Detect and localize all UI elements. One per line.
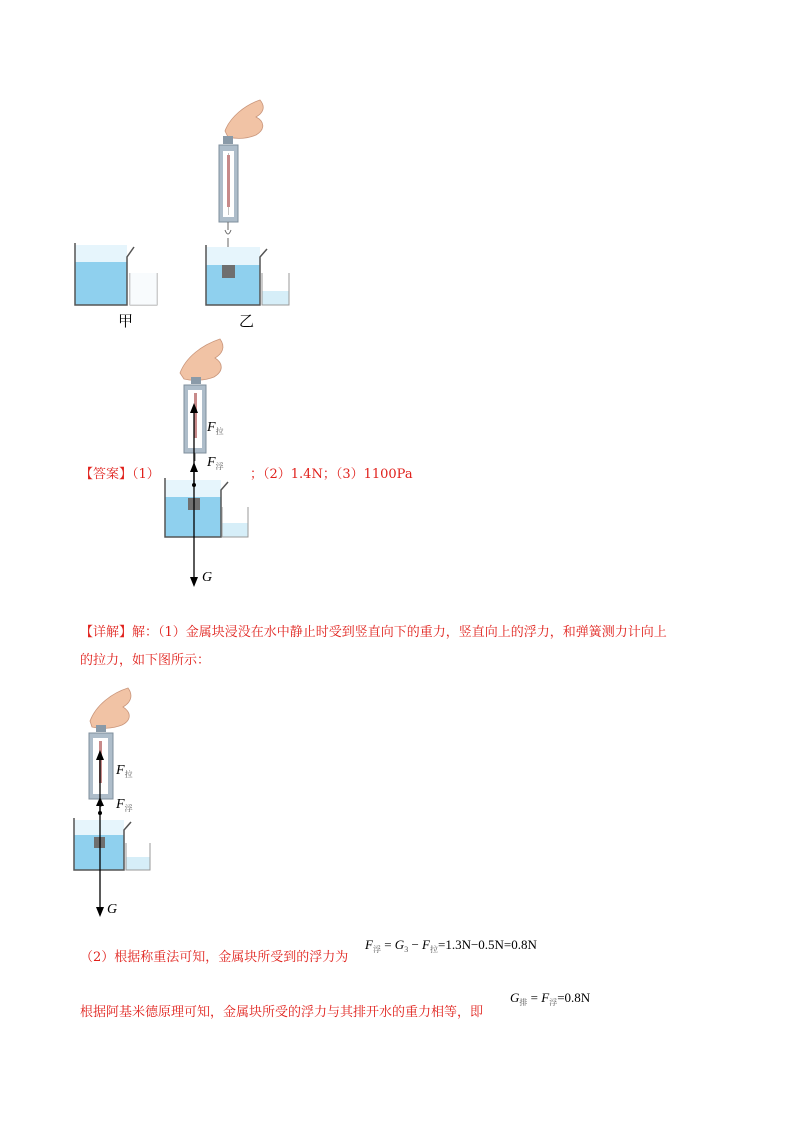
detail-tag: 【详解】 <box>80 625 133 640</box>
label-f-buoy: $F_浮$ <box>116 797 133 813</box>
part3-formula: $G_排 = F_浮=0.8N$ <box>510 990 591 1007</box>
small-beaker-jia <box>130 273 157 305</box>
small-beaker <box>126 843 150 870</box>
label-jia: 甲 <box>118 312 134 330</box>
label-f-pull: $F_拉$ <box>116 763 133 779</box>
answer-part1: （1） <box>132 467 160 482</box>
detail-line1 <box>80 623 667 643</box>
beaker <box>74 818 131 870</box>
small-beaker <box>222 507 248 537</box>
label-f-buoy: $F_浮$ <box>207 455 224 471</box>
spring-scale <box>184 377 206 461</box>
answer-tag: 【答案】 <box>80 467 133 482</box>
answer-part2: ；（2）1.4N；（3）1100Pa <box>250 467 413 482</box>
beaker <box>165 478 228 537</box>
hand-icon <box>90 688 131 728</box>
hand-icon <box>225 100 263 138</box>
answer-line <box>80 465 160 485</box>
beaker-jia <box>75 243 134 305</box>
label-g: G <box>107 902 118 917</box>
detail-text: 解：（1）金属块浸没在水中静止时受到竖直向下的重力，竖直向上的浮力，和弹簧测力计向上 <box>132 625 667 640</box>
part3-text: 根据阿基米德原理可知，金属块所受的浮力与其排开水的重力相等，即 <box>80 1005 484 1020</box>
label-yi: 乙 <box>239 312 255 330</box>
spring-scale <box>89 725 113 807</box>
small-beaker-yi <box>262 273 289 305</box>
detail-line2: 的拉力，如下图所示： <box>80 653 211 668</box>
label-g: G <box>202 570 213 585</box>
part2-text: （2）根据称重法可知，金属块所受到的浮力为 <box>80 950 349 965</box>
hand-icon <box>180 339 223 380</box>
figure-top <box>60 95 320 335</box>
part2-formula: $F_浮 = G_3 - F_拉=1.3N-0.5N=0.8N$ <box>365 937 537 954</box>
spring-scale <box>219 136 238 265</box>
beaker-yi <box>206 245 267 305</box>
label-f-pull: $F_拉$ <box>207 420 224 436</box>
